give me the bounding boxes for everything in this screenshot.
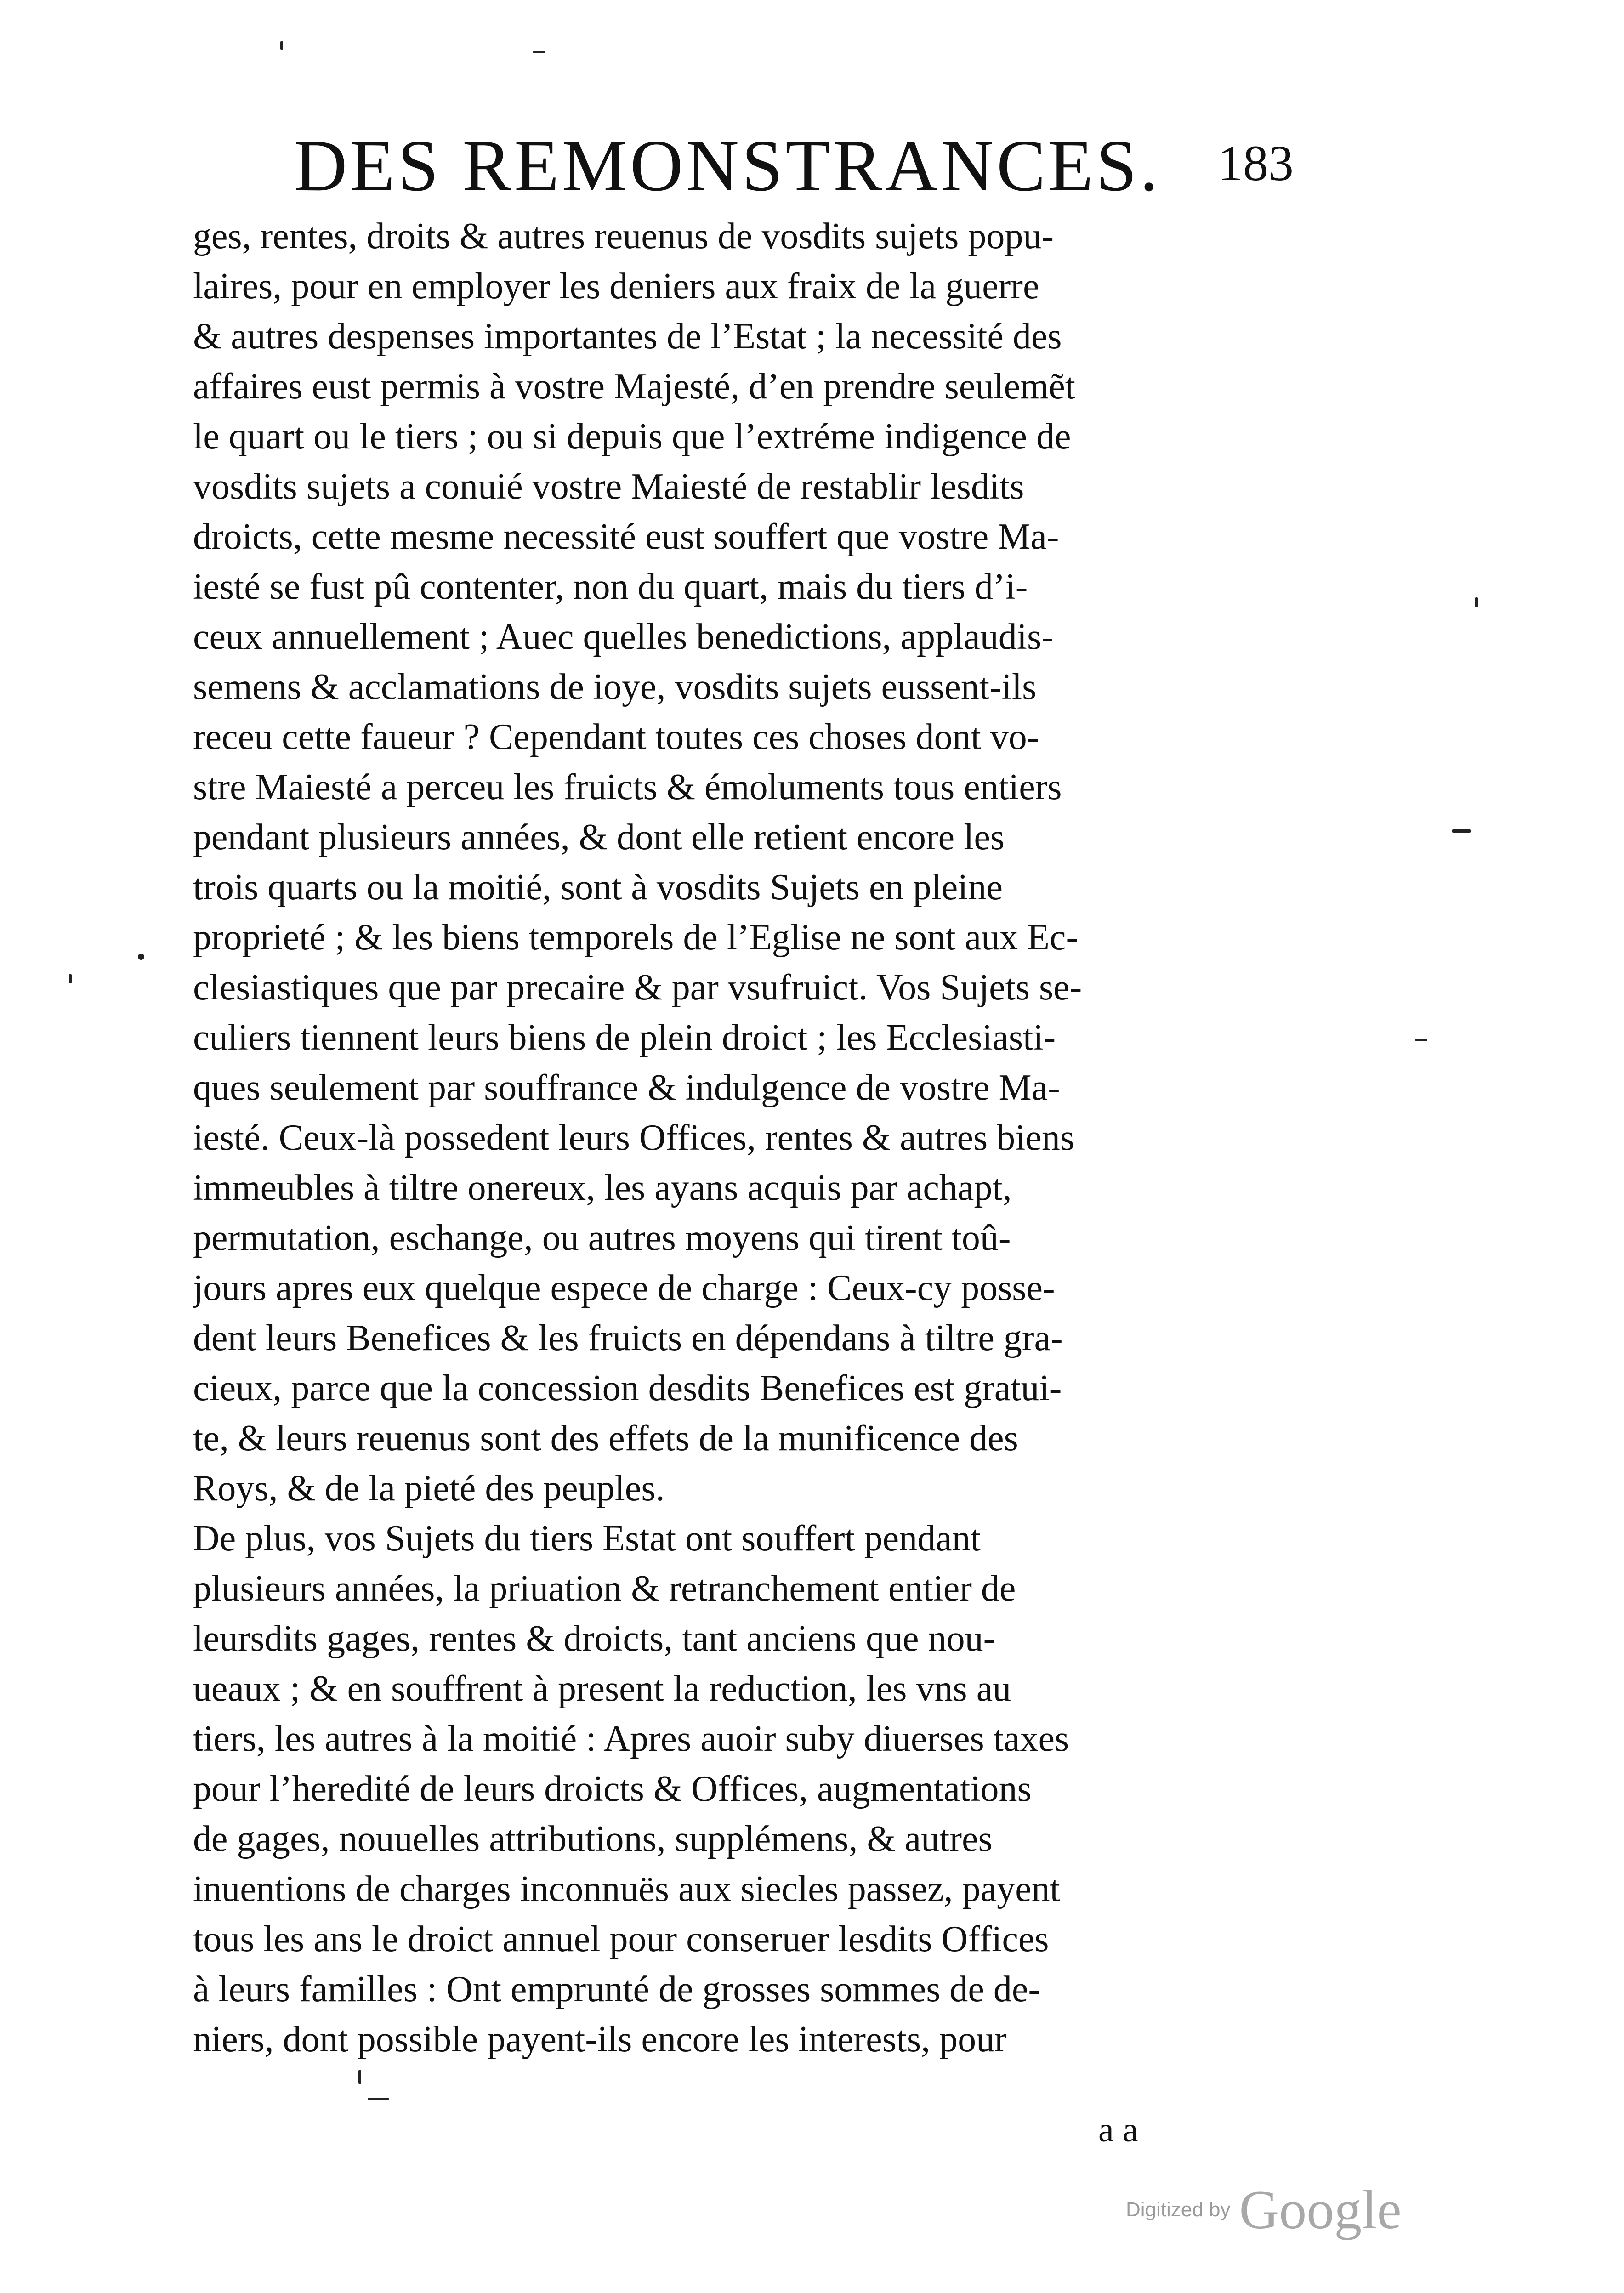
text-line: niers, dont possible payent-ils encore les interests, pour [193,2019,1007,2060]
margin-speck [69,974,72,983]
text-line: jours apres eux quelque espece de charge : Ceux-cy posse- [193,1268,1055,1308]
margin-speck [1475,597,1478,607]
running-title: DES REMONSTRANCES. [294,125,1161,206]
text-line: tous les ans le droict annuel pour conseruer lesdits Offices [193,1919,1049,1959]
margin-speck [1452,829,1471,833]
body-text [193,211,1356,2065]
text-line: plusieurs années, la priuation & retranchement entier de [193,1568,1016,1609]
text-line: iesté. Ceux-là possedent leurs Offices, rentes & autres biens [193,1118,1074,1158]
digitized-by-label: Digitized by [1126,2198,1231,2221]
text-line: culiers tiennent leurs biens de plein droict ; les Ecclesiasti- [193,1017,1056,1058]
text-line: Roys, & de la pieté des peuples. [193,1468,665,1509]
text-line: dent leurs Benefices & les fruicts en dépendans à tiltre gra- [193,1318,1063,1358]
text-line: ceux annuellement ; Auec quelles benedictions, applaudis- [193,617,1054,657]
text-line: à leurs familles : Ont emprunté de grosses sommes de de- [193,1969,1040,2009]
text-line: droicts, cette mesme necessité eust souffert que vostre Ma- [193,516,1059,557]
text-line: cieux, parce que la concession desdits Benefices est gratui- [193,1368,1062,1408]
margin-speck [358,2070,361,2084]
margin-speck [533,51,545,53]
text-line: ges, rentes, droits & autres reuenus de vosdits sujets popu- [193,216,1054,256]
text-line: le quart ou le tiers ; ou si depuis que l’extréme indigence de [193,416,1071,457]
catchword: a a [1098,2111,1138,2149]
text-line: & autres despenses importantes de l’Estat ; la necessité des [193,316,1062,357]
text-line: stre Maiesté a perceu les fruicts & émoluments tous entiers [193,767,1062,807]
text-line: permutation, eschange, ou autres moyens qui tirent toû- [193,1218,1011,1258]
text-line: leursdits gages, rentes & droicts, tant anciens que nou- [193,1618,996,1659]
margin-speck [1415,1039,1427,1041]
text-line: affaires eust permis à vostre Majesté, d’en prendre seulemẽt [193,366,1075,407]
text-line: iesté se fust pû contenter, non du quart, mais du tiers d’i- [193,567,1028,607]
text-line: pour l’heredité de leurs droicts & Offices, augmentations [193,1769,1032,1809]
text-line: ueaux ; & en souffrent à present la reduction, les vns au [193,1669,1011,1709]
text-line: De plus, vos Sujets du tiers Estat ont souffert pendant [193,1518,981,1559]
digitized-watermark [1126,2178,1402,2242]
text-line: pendant plusieurs années, & dont elle retient encore les [193,817,1005,857]
text-line: proprieté ; & les biens temporels de l’Eglise ne sont aux Ec- [193,917,1079,958]
text-line: ques seulement par souffrance & indulgence de vostre Ma- [193,1067,1060,1108]
margin-speck [280,41,283,50]
text-line: de gages, nouuelles attributions, supplémens, & autres [193,1819,993,1859]
text-line: trois quarts ou la moitié, sont à vosdits Sujets en pleine [193,867,1003,908]
text-line: clesiastiques que par precaire & par vsufruict. Vos Sujets se- [193,967,1082,1008]
text-line: semens & acclamations de ioye, vosdits sujets eussent-ils [193,667,1037,707]
text-line: laires, pour en employer les deniers aux fraix de la guerre [193,266,1039,306]
google-logo: Google [1239,2179,1402,2240]
text-line: vosdits sujets a conuié vostre Maiesté de restablir lesdits [193,466,1024,507]
text-line: te, & leurs reuenus sont des effets de la munificence des [193,1418,1018,1459]
margin-speck [138,954,144,960]
text-line: receu cette faueur ? Cependant toutes ces choses dont vo- [193,717,1039,757]
text-line: tiers, les autres à la moitié : Apres auoir suby diuerses taxes [193,1719,1069,1759]
text-line: immeubles à tiltre onereux, les ayans acquis par achapt, [193,1168,1012,1208]
page-number: 183 [1218,135,1294,191]
margin-speck [368,2098,389,2100]
text-line: inuentions de charges inconnuës aux siecles passez, payent [193,1869,1060,1909]
